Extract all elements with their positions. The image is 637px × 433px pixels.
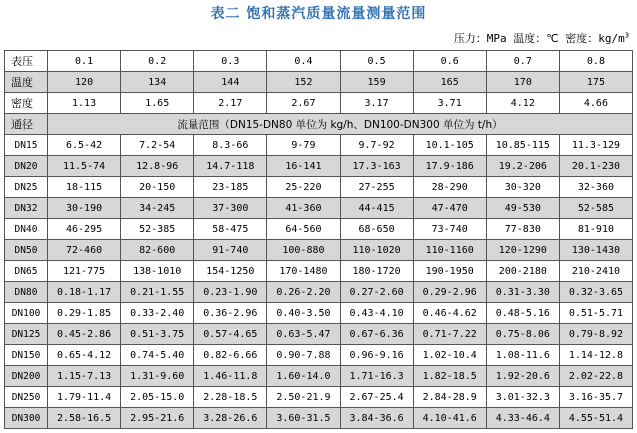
table-cell: 6.5-42 [48,135,121,156]
row-label: DN25 [5,177,48,198]
table-cell: 3.84-36.6 [340,408,413,429]
table-cell: 11.3-129 [559,135,632,156]
table-cell: 20.1-230 [559,156,632,177]
row-label: DN65 [5,261,48,282]
table-cell: 0.43-4.10 [340,303,413,324]
table-cell: 0.4 [267,51,340,72]
table-cell: 165 [413,72,486,93]
table-cell: 2.95-21.6 [121,408,194,429]
table-cell: 130-1430 [559,240,632,261]
table-cell: 8.3-66 [194,135,267,156]
table-cell: 20-150 [121,177,194,198]
table-cell: 0.8 [559,51,632,72]
row-label: DN100 [5,303,48,324]
table-body [5,51,633,429]
table-cell: 2.67-25.4 [340,387,413,408]
table-cell: 144 [194,72,267,93]
row-label: DN50 [5,240,48,261]
units-text: 压力：MPa 温度：℃ 密度：kg/m [453,32,625,45]
table-cell: 0.5 [340,51,413,72]
table-row [5,240,633,261]
table-cell: 0.6 [413,51,486,72]
table-cell: 3.71 [413,93,486,114]
table-cell: 0.75-8.06 [486,324,559,345]
table-cell: 2.05-15.0 [121,387,194,408]
row-label: DN125 [5,324,48,345]
header-row [5,51,633,72]
table-cell: 11.5-74 [48,156,121,177]
table-cell: 2.67 [267,93,340,114]
row-label: DN150 [5,345,48,366]
table-cell: 2.50-21.9 [267,387,340,408]
table-cell: 4.12 [486,93,559,114]
table-cell: 0.96-9.16 [340,345,413,366]
table-cell: 0.67-6.36 [340,324,413,345]
table-cell: 17.3-163 [340,156,413,177]
table-cell: 0.46-4.62 [413,303,486,324]
table-cell: 180-1720 [340,261,413,282]
table-cell: 0.23-1.90 [194,282,267,303]
table-cell: 10.1-105 [413,135,486,156]
table-row [5,345,633,366]
table-cell: 0.27-2.60 [340,282,413,303]
table-row [5,282,633,303]
table-cell: 73-740 [413,219,486,240]
table-cell: 0.21-1.55 [121,282,194,303]
range-header-row [5,114,633,135]
table-cell: 1.13 [48,93,121,114]
table-cell: 210-2410 [559,261,632,282]
table-cell: 34-245 [121,198,194,219]
table-row [5,177,633,198]
table-cell: 0.31-3.30 [486,282,559,303]
table-cell: 0.71-7.22 [413,324,486,345]
table-cell: 64-560 [267,219,340,240]
table-cell: 1.31-9.60 [121,366,194,387]
table-cell: 82-600 [121,240,194,261]
table-cell: 2.58-16.5 [48,408,121,429]
row-label: DN32 [5,198,48,219]
table-cell: 2.17 [194,93,267,114]
table-cell: 41-360 [267,198,340,219]
table-cell: 4.33-46.4 [486,408,559,429]
table-cell: 58-475 [194,219,267,240]
table-cell: 81-910 [559,219,632,240]
table-cell: 0.51-5.71 [559,303,632,324]
row-label: DN80 [5,282,48,303]
table-cell: 1.60-14.0 [267,366,340,387]
table-cell: 190-1950 [413,261,486,282]
table-cell: 1.15-7.13 [48,366,121,387]
table-cell: 0.90-7.88 [267,345,340,366]
table-cell: 1.79-11.4 [48,387,121,408]
table-cell: 110-1160 [413,240,486,261]
table-cell: 0.29-2.96 [413,282,486,303]
table-cell: 28-290 [413,177,486,198]
table-cell: 2.84-28.9 [413,387,486,408]
table-cell: 49-530 [486,198,559,219]
table-cell: 9-79 [267,135,340,156]
table-cell: 120 [48,72,121,93]
table-cell: 25-220 [267,177,340,198]
table-cell: 10.85-115 [486,135,559,156]
table-cell: 3.60-31.5 [267,408,340,429]
table-cell: 4.10-41.6 [413,408,486,429]
table-cell: 1.71-16.3 [340,366,413,387]
table-cell: 1.14-12.8 [559,345,632,366]
table-cell: 30-320 [486,177,559,198]
table-cell: 1.02-10.4 [413,345,486,366]
table-row [5,261,633,282]
table-row [5,366,633,387]
table-cell: 170-1480 [267,261,340,282]
diameter-header: 通径 [5,114,48,135]
table-cell: 0.82-6.66 [194,345,267,366]
table-cell: 0.65-4.12 [48,345,121,366]
table-cell: 30-190 [48,198,121,219]
table-cell: 7.2-54 [121,135,194,156]
table-cell: 72-460 [48,240,121,261]
flow-range-header: 流量范围（DN15-DN80 单位为 kg/h、DN100-DN300 单位为 t/h） [48,114,633,135]
table-cell: 19.2-206 [486,156,559,177]
table-cell: 2.02-22.8 [559,366,632,387]
table-row [5,156,633,177]
row-label: DN40 [5,219,48,240]
table-cell: 14.7-118 [194,156,267,177]
row-label: DN300 [5,408,48,429]
table-cell: 32-360 [559,177,632,198]
table-title: 表二 饱和蒸汽质量流量测量范围 [210,6,427,22]
table-cell: 0.74-5.40 [121,345,194,366]
table-cell: 18-115 [48,177,121,198]
row-label: DN15 [5,135,48,156]
header-row [5,93,633,114]
table-cell: 0.2 [121,51,194,72]
table-row [5,198,633,219]
table-cell: 0.33-2.40 [121,303,194,324]
table-cell: 120-1290 [486,240,559,261]
table-cell: 121-775 [48,261,121,282]
table-cell: 91-740 [194,240,267,261]
table-cell: 1.08-11.6 [486,345,559,366]
table-row [5,135,633,156]
row-label: DN250 [5,387,48,408]
table-cell: 23-185 [194,177,267,198]
table-cell: 0.40-3.50 [267,303,340,324]
table-cell: 16-141 [267,156,340,177]
steam-flow-table [4,50,633,429]
table-cell: 0.3 [194,51,267,72]
table-cell: 0.36-2.96 [194,303,267,324]
header-row [5,72,633,93]
table-cell: 44-415 [340,198,413,219]
table-cell: 170 [486,72,559,93]
table-cell: 52-585 [559,198,632,219]
table-cell: 152 [267,72,340,93]
row-label: DN20 [5,156,48,177]
row-label: 密度 [5,93,48,114]
table-cell: 0.7 [486,51,559,72]
table-cell: 0.29-1.85 [48,303,121,324]
table-cell: 0.32-3.65 [559,282,632,303]
table-cell: 3.16-35.7 [559,387,632,408]
units-note [454,30,629,46]
table-cell: 37-300 [194,198,267,219]
units-superscript: 3 [624,31,629,40]
table-cell: 134 [121,72,194,93]
table-cell: 110-1020 [340,240,413,261]
table-cell: 0.18-1.17 [48,282,121,303]
table-cell: 0.48-5.16 [486,303,559,324]
table-cell: 175 [559,72,632,93]
table-cell: 0.26-2.20 [267,282,340,303]
table-cell: 100-880 [267,240,340,261]
table-cell: 4.66 [559,93,632,114]
table-cell: 27-255 [340,177,413,198]
table-cell: 77-830 [486,219,559,240]
table-cell: 0.79-8.92 [559,324,632,345]
table-cell: 9.7-92 [340,135,413,156]
table-cell: 138-1010 [121,261,194,282]
table-row [5,324,633,345]
row-label: 表压 [5,51,48,72]
table-cell: 1.82-18.5 [413,366,486,387]
table-row [5,219,633,240]
table-cell: 0.63-5.47 [267,324,340,345]
table-cell: 159 [340,72,413,93]
table-row [5,303,633,324]
table-cell: 3.17 [340,93,413,114]
table-cell: 2.28-18.5 [194,387,267,408]
table-cell: 47-470 [413,198,486,219]
table-cell: 0.51-3.75 [121,324,194,345]
table-cell: 52-385 [121,219,194,240]
row-label: DN200 [5,366,48,387]
table-cell: 3.28-26.6 [194,408,267,429]
table-cell: 200-2180 [486,261,559,282]
table-cell: 0.45-2.86 [48,324,121,345]
table-cell: 12.8-96 [121,156,194,177]
table-row [5,408,633,429]
table-row [5,387,633,408]
table-cell: 154-1250 [194,261,267,282]
table-cell: 0.1 [48,51,121,72]
table-cell: 4.55-51.4 [559,408,632,429]
table-cell: 46-295 [48,219,121,240]
table-cell: 1.46-11.8 [194,366,267,387]
table-cell: 0.57-4.65 [194,324,267,345]
row-label: 温度 [5,72,48,93]
table-cell: 3.01-32.3 [486,387,559,408]
table-cell: 1.65 [121,93,194,114]
table-cell: 17.9-186 [413,156,486,177]
table-cell: 1.92-20.6 [486,366,559,387]
table-cell: 68-650 [340,219,413,240]
